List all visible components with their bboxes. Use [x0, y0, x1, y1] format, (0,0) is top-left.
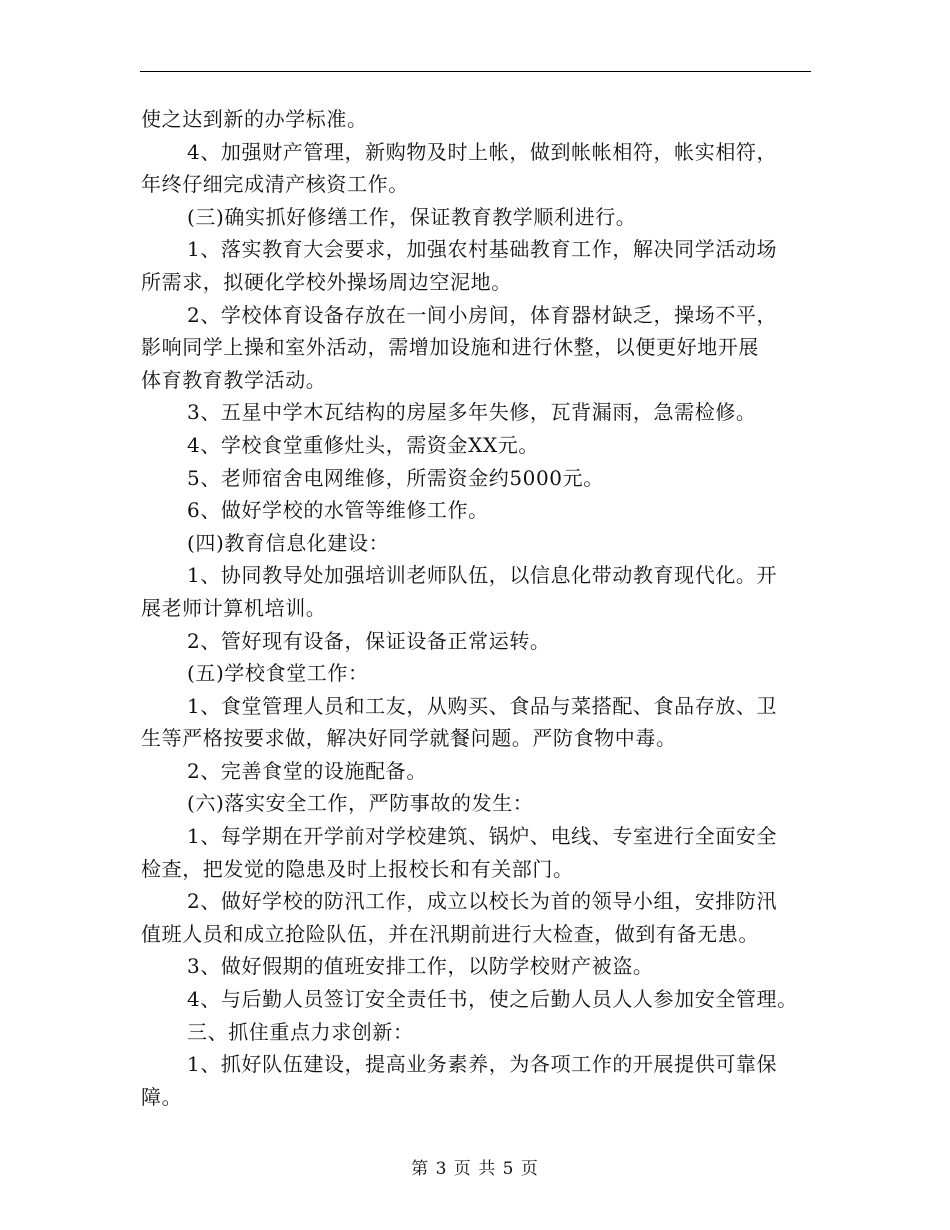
text-line: 3、做好假期的值班安排工作，以防学校财产被盗。 [187, 954, 654, 979]
text-line: 6、做好学校的水管等维修工作。 [187, 498, 489, 523]
text-line: 1、抓好队伍建设，提高业务素养，为各项工作的开展提供可靠保 [187, 1052, 778, 1077]
page-number-footer: 第 3 页 共 5 页 [411, 1159, 539, 1179]
text-line: 4、学校食堂重修灶头，需资金XX元。 [187, 432, 540, 457]
text-line: 1、落实教育大会要求，加强农村基础教育工作，解决同学活动场 [187, 237, 778, 262]
text-line: 生等严格按要求做，解决好同学就餐问题。严防食物中毒。 [141, 726, 677, 751]
text-line: 影响同学上操和室外活动，需增加设施和进行休整，以便更好地开展 [141, 335, 759, 360]
text-line: 1、协同教导处加强培训老师队伍，以信息化带动教育现代化。开 [187, 563, 778, 588]
text-line: 4、与后勤人员签订安全责任书，使之后勤人员人人参加安全管理。 [187, 987, 798, 1012]
text-line: 年终仔细完成清产核资工作。 [141, 172, 409, 197]
text-line: 使之达到新的办学标准。 [141, 107, 368, 131]
text-line: 2、学校体育设备存放在一间小房间，体育器材缺乏，操场不平， [187, 302, 778, 327]
text-line: 障。 [141, 1084, 183, 1109]
text-line: 1、每学期在开学前对学校建筑、锅炉、电线、专室进行全面安全 [187, 824, 778, 849]
body-text [141, 103, 821, 1113]
text-line: 值班人员和成立抢险队伍，并在汛期前进行大检查，做到有备无患。 [141, 921, 759, 946]
text-line: 三、抓住重点力求创新： [187, 1019, 414, 1044]
text-line: 展老师计算机培训。 [141, 595, 327, 620]
header-rule [140, 71, 811, 72]
text-line: 4、加强财产管理，新购物及时上帐，做到帐帐相符，帐实相符， [187, 139, 778, 164]
text-line: (四)教育信息化建设： [187, 530, 390, 555]
text-line: 5、老师宿舍电网维修，所需资金约5000元。 [187, 465, 604, 490]
text-line: 所需求，拟硬化学校外操场周边空泥地。 [141, 269, 512, 294]
text-line: 3、五星中学木瓦结构的房屋多年失修，瓦背漏雨，急需检修。 [187, 400, 757, 425]
text-line: 体育教育教学活动。 [141, 367, 327, 392]
text-line: 2、做好学校的防汛工作，成立以校长为首的领导小组，安排防汛 [187, 889, 778, 914]
text-line: (五)学校食堂工作： [187, 661, 369, 686]
text-line: (三)确实抓好修缮工作，保证教育教学顺利进行。 [187, 204, 637, 229]
text-line: (六)落实安全工作，严防事故的发生： [187, 791, 534, 816]
text-line: 检查，把发觉的隐患及时上报校长和有关部门。 [141, 856, 574, 881]
text-line: 1、食堂管理人员和工友，从购买、食品与菜搭配、食品存放、卫 [187, 693, 778, 718]
text-line: 2、管好现有设备，保证设备正常运转。 [187, 628, 551, 653]
text-line: 2、完善食堂的设施配备。 [187, 758, 427, 783]
